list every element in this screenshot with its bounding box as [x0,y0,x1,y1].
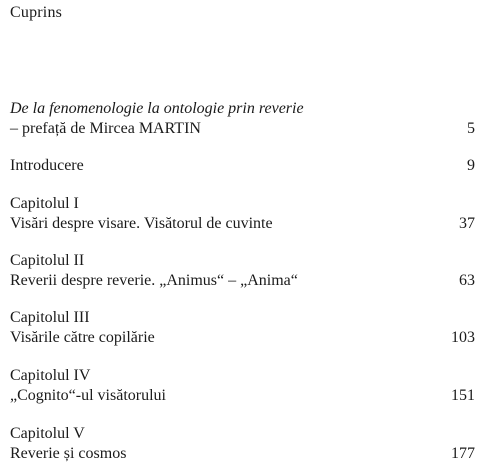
toc-entry-chapter-5[interactable] [10,424,475,464]
toc-entry-title: Reverie și cosmos [10,445,127,462]
page-title: Cuprins [10,4,63,21]
toc-entry-chapter-4[interactable] [10,366,475,406]
toc-entry-heading: Capitolul II [10,252,85,269]
toc-page-number: 151 [451,387,475,404]
toc-entry-introducere[interactable] [10,156,475,176]
toc-page-number: 37 [459,215,475,232]
toc-page-number: 9 [467,157,475,174]
toc-page-number: 103 [451,329,475,346]
toc-entry-heading: Capitolul III [10,309,90,326]
toc-entry-heading: Capitolul IV [10,367,91,384]
toc-entry-heading: Capitolul I [10,195,79,212]
toc-entry-chapter-1[interactable] [10,194,475,234]
toc-entry-heading: Capitolul V [10,425,85,442]
toc-entry-heading: De la fenomenologie la ontologie prin reverie [10,100,304,117]
toc-entry-title: Visări despre visare. Visătorul de cuvinte [10,215,273,232]
toc-page-number: 177 [451,445,475,462]
toc-entry-title: Visările către copilărie [10,329,155,346]
toc-entry-title: Reverii despre reverie. „Animus“ – „Anima“ [10,272,298,289]
toc-entry-chapter-2[interactable] [10,251,475,291]
toc-entry-title: – prefață de Mircea MARTIN [10,120,201,137]
toc-page-number: 63 [459,272,475,289]
toc-entry-title: Introducere [10,157,84,174]
toc-page-number: 5 [467,120,475,137]
toc-entry-title: „Cognito“-ul visătorului [10,387,166,404]
toc-entry-preface[interactable] [10,99,475,139]
toc-entry-chapter-3[interactable] [10,308,475,348]
